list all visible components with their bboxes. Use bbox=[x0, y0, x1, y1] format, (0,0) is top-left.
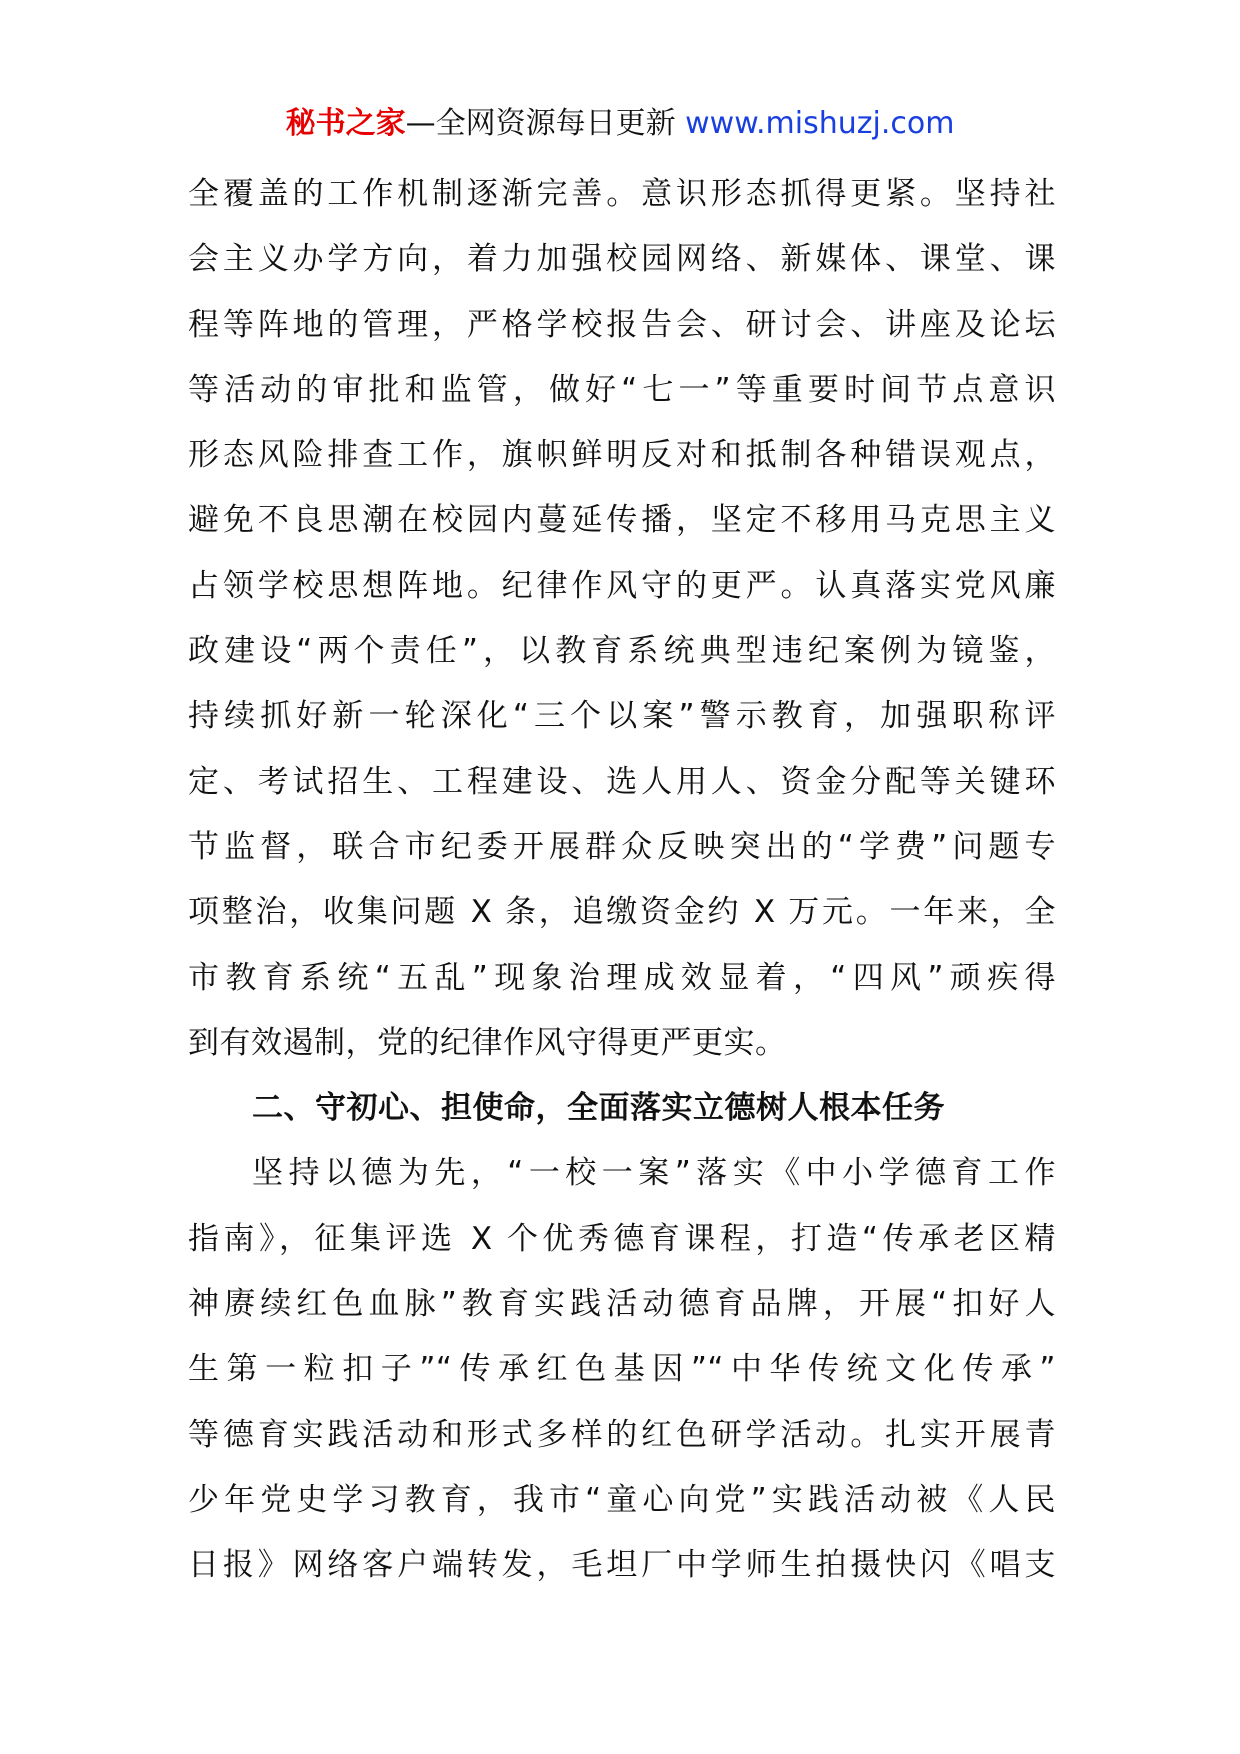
header-tagline: —全网资源每日更新 bbox=[405, 106, 676, 141]
header-brand: 秘书之家 bbox=[285, 106, 406, 141]
document-body bbox=[188, 162, 1056, 1599]
text-line: 持续抓好新一轮深化“三个以案”警示教育，加强职称评 bbox=[188, 698, 1056, 735]
text-line: 神赓续红色血脉”教育实践活动德育品牌，开展“扣好人 bbox=[188, 1286, 1056, 1323]
text-line: 生第一粒扣子”“传承红色基因”“中华传统文化传承” bbox=[188, 1351, 1056, 1388]
text-line: 占领学校思想阵地。纪律作风守的更严。认真落实党风廉 bbox=[188, 567, 1056, 604]
section-heading: 二、守初心、担使命，全面落实立德树人根本任务 bbox=[252, 1090, 945, 1127]
text-line: 政建设“两个责任”，以教育系统典型违纪案例为镜鉴， bbox=[188, 633, 1056, 670]
header-url[interactable]: www.mishuzj.com bbox=[685, 106, 955, 141]
text-line: 等活动的审批和监管，做好“七一”等重要时间节点意识 bbox=[188, 371, 1056, 408]
text-line: 会主义办学方向，着力加强校园网络、新媒体、课堂、课 bbox=[188, 241, 1056, 278]
text-line: 少年党史学习教育，我市“童心向党”实践活动被《人民 bbox=[188, 1481, 1056, 1518]
text-line: 程等阵地的管理，严格学校报告会、研讨会、讲座及论坛 bbox=[188, 306, 1056, 343]
text-line: 到有效遏制，党的纪律作风守得更严更实。 bbox=[188, 1024, 787, 1061]
text-line: 日报》网络客户端转发，毛坦厂中学师生拍摄快闪《唱支 bbox=[188, 1547, 1056, 1584]
text-line: 定、考试招生、工程建设、选人用人、资金分配等关键环 bbox=[188, 763, 1056, 800]
text-line: 节监督，联合市纪委开展群众反映突出的“学费”问题专 bbox=[188, 828, 1056, 865]
text-line: 指南》，征集评选 X 个优秀德育课程，打造“传承老区精 bbox=[188, 1220, 1056, 1257]
text-line: 等德育实践活动和形式多样的红色研学活动。扎实开展青 bbox=[188, 1416, 1056, 1453]
text-line: 避免不良思潮在校园内蔓延传播，坚定不移用马克思主义 bbox=[188, 502, 1056, 539]
text-line: 坚持以德为先，“一校一案”落实《中小学德育工作 bbox=[252, 1155, 1056, 1192]
text-line: 形态风险排查工作，旗帜鲜明反对和抵制各种错误观点， bbox=[188, 437, 1056, 474]
text-line: 市教育系统“五乱”现象治理成效显着，“四风”顽疾得 bbox=[188, 959, 1056, 996]
text-line: 全覆盖的工作机制逐渐完善。意识形态抓得更紧。坚持社 bbox=[188, 176, 1056, 212]
text-line: 项整治，收集问题 X 条，追缴资金约 X 万元。一年来，全 bbox=[188, 894, 1056, 931]
page-header bbox=[0, 104, 1240, 144]
